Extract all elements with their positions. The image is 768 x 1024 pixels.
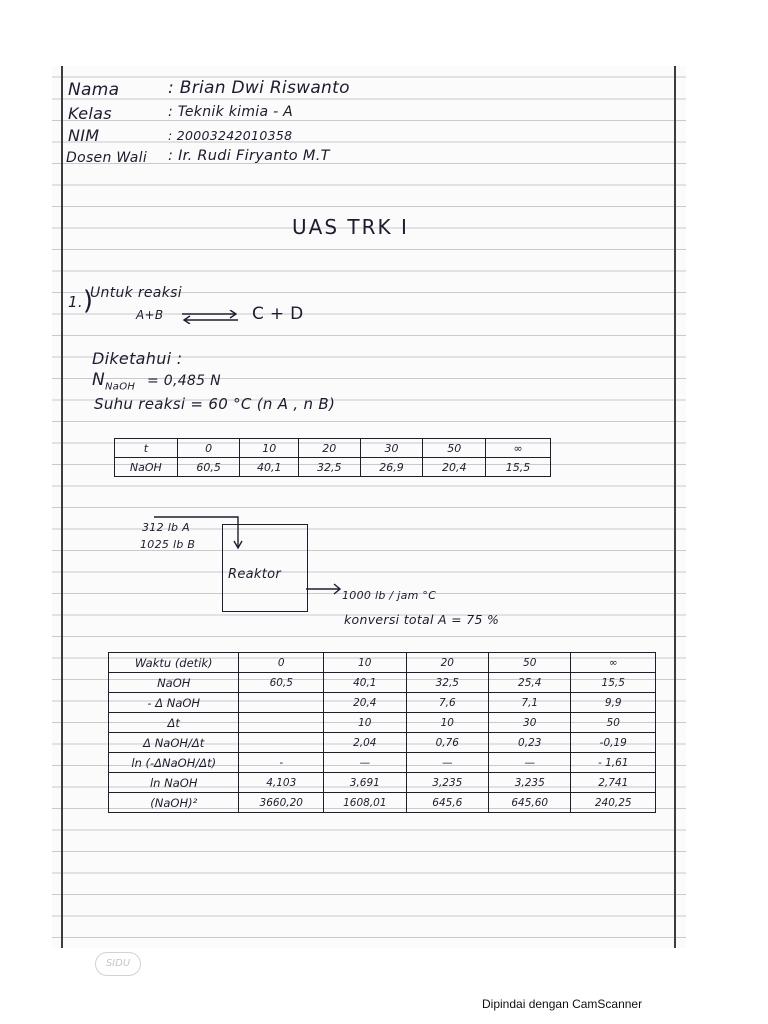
calculation-row (109, 733, 656, 753)
outlet-arrow-icon (306, 582, 346, 596)
concentration-table (114, 438, 551, 477)
calculation-cell: 10 (324, 713, 407, 733)
calculation-cell: 0,23 (489, 733, 571, 753)
calculation-cell: 2,04 (324, 733, 407, 753)
right-margin-line (674, 66, 676, 948)
reactor-label: Reaktor (228, 567, 282, 582)
calculation-cell: — (324, 753, 407, 773)
calculation-cell: 7,1 (489, 693, 571, 713)
header-label-nim: NIM (68, 126, 100, 145)
concentration-cell: NaOH (115, 458, 178, 477)
concentration-cell: 20,4 (423, 458, 486, 477)
header-value-nim: : 20003242010358 (168, 128, 293, 143)
concentration-cell: 30 (360, 439, 423, 458)
calculation-cell: -0,19 (571, 733, 656, 753)
calculation-cell: - Δ NaOH (109, 693, 239, 713)
calculation-cell: ln (-ΔNaOH/Δt) (109, 753, 239, 773)
feed-b-label: 1025 lb B (140, 538, 196, 551)
calculation-cell: 40,1 (324, 673, 407, 693)
known-heading: Diketahui : (92, 349, 183, 368)
page-title: UAS TRK I (292, 215, 409, 239)
calculation-cell: 20,4 (324, 693, 407, 713)
concentration-table-body (115, 439, 551, 477)
concentration-cell: 26,9 (360, 458, 423, 477)
header-label-advisor: Dosen Wali (66, 150, 148, 166)
calculation-cell: 0 (239, 653, 324, 673)
feed-a-label: 312 lb A (142, 521, 190, 534)
problem-number-text: 1. (68, 293, 83, 311)
problem-intro: Untuk reaksi (90, 285, 182, 301)
notebook-page (52, 66, 686, 948)
header-value-class: : Teknik kimia - A (168, 104, 294, 120)
normality-symbol: N (92, 370, 106, 390)
calculation-cell: 3660,20 (239, 793, 324, 813)
equilibrium-arrow-icon (180, 310, 240, 324)
normality-value: = 0,485 N (146, 373, 221, 389)
header-value-name: : Brian Dwi Riswanto (168, 78, 350, 98)
calculation-cell: ln NaOH (109, 773, 239, 793)
calculation-cell: 645,60 (489, 793, 571, 813)
calculation-cell: Waktu (detik) (109, 653, 239, 673)
calculation-cell: 50 (489, 653, 571, 673)
calculation-cell: (NaOH)² (109, 793, 239, 813)
normality-line (92, 370, 221, 392)
calculation-row (109, 753, 656, 773)
concentration-row (115, 458, 551, 477)
calculation-cell: 60,5 (239, 673, 324, 693)
calculation-cell: 30 (489, 713, 571, 733)
concentration-row (115, 439, 551, 458)
concentration-cell: 15,5 (486, 458, 551, 477)
calculation-cell: - (239, 753, 324, 773)
concentration-cell: 32,5 (298, 458, 360, 477)
concentration-cell: 50 (423, 439, 486, 458)
problem-number: 1.) (68, 286, 94, 316)
normality-subscript: NaOH (105, 381, 136, 393)
calculation-cell: 7,6 (406, 693, 488, 713)
calculation-row (109, 793, 656, 813)
calculation-cell: Δt (109, 713, 239, 733)
calculation-cell: 3,235 (406, 773, 488, 793)
reaction-temperature: Suhu reaksi = 60 °C (n A , n B) (94, 395, 336, 413)
calculation-cell: 10 (406, 713, 488, 733)
calculation-row (109, 693, 656, 713)
calculation-cell: 20 (406, 653, 488, 673)
concentration-cell: t (115, 439, 178, 458)
header-label-name: Nama (68, 80, 120, 100)
calculation-row (109, 673, 656, 693)
calculation-cell: 10 (324, 653, 407, 673)
left-margin-line (61, 66, 63, 948)
calculation-cell: 4,103 (239, 773, 324, 793)
concentration-cell: 40,1 (240, 458, 298, 477)
faded-stamp: SIDU (95, 952, 141, 976)
reaction-reactants: A+B (136, 308, 164, 322)
calculation-row (109, 653, 656, 673)
calculation-cell: 0,76 (406, 733, 488, 753)
header-label-class: Kelas (68, 104, 112, 123)
calculation-cell (239, 713, 324, 733)
concentration-cell: 0 (177, 439, 240, 458)
calculation-cell: Δ NaOH/Δt (109, 733, 239, 753)
concentration-cell: 60,5 (177, 458, 240, 477)
calculation-cell: 9,9 (571, 693, 656, 713)
calculation-table-body (109, 653, 656, 813)
outlet-label: 1000 lb / jam °C (342, 589, 437, 602)
calculation-cell: — (406, 753, 488, 773)
calculation-cell: — (489, 753, 571, 773)
calculation-cell: 2,741 (571, 773, 656, 793)
calculation-cell: NaOH (109, 673, 239, 693)
calculation-cell: - 1,61 (571, 753, 656, 773)
reaction-products: C + D (252, 304, 304, 324)
calculation-cell: ∞ (571, 653, 656, 673)
conversion-label: konversi total A = 75 % (344, 612, 500, 627)
calculation-cell: 25,4 (489, 673, 571, 693)
calculation-row (109, 773, 656, 793)
concentration-cell: 20 (298, 439, 360, 458)
calculation-cell: 240,25 (571, 793, 656, 813)
camscanner-watermark: Dipindai dengan CamScanner (482, 997, 643, 1011)
header-value-advisor: : Ir. Rudi Firyanto M.T (168, 148, 330, 164)
calculation-cell: 3,691 (324, 773, 407, 793)
calculation-row (109, 713, 656, 733)
concentration-cell: 10 (240, 439, 298, 458)
calculation-cell: 1608,01 (324, 793, 407, 813)
calculation-cell (239, 733, 324, 753)
calculation-cell: 32,5 (406, 673, 488, 693)
calculation-cell: 15,5 (571, 673, 656, 693)
calculation-cell: 3,235 (489, 773, 571, 793)
calculation-table (108, 652, 656, 813)
calculation-cell: 645,6 (406, 793, 488, 813)
concentration-cell: ∞ (486, 439, 551, 458)
calculation-cell (239, 693, 324, 713)
calculation-cell: 50 (571, 713, 656, 733)
